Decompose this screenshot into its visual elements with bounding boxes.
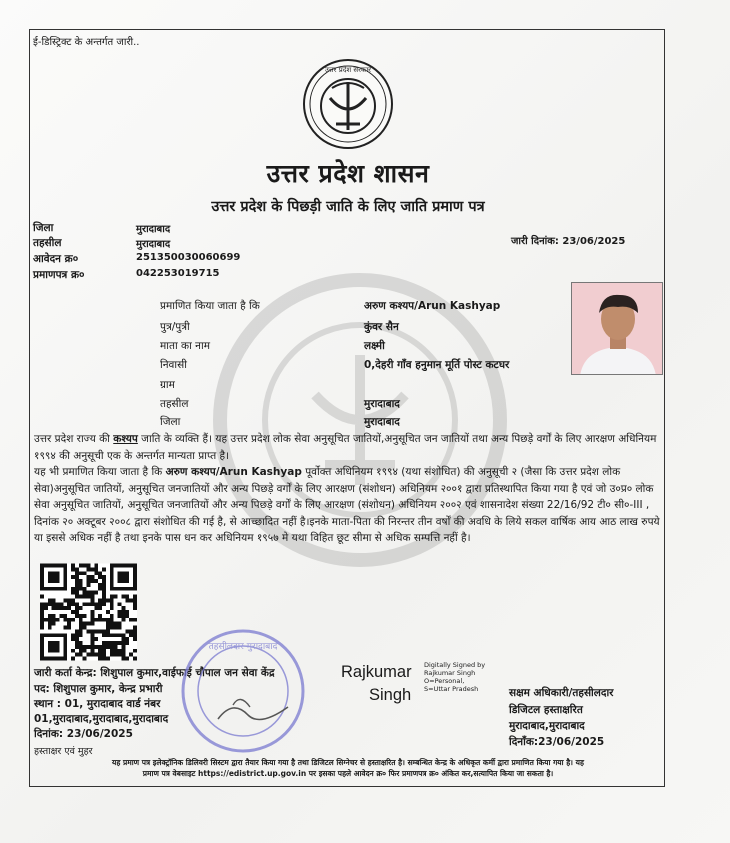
info-tehsil-value: मुरादाबाद bbox=[136, 239, 171, 250]
official-stamp-icon bbox=[178, 627, 308, 755]
detail-child-of-label: पुत्र/पुत्री bbox=[160, 321, 190, 333]
detail-tehsil-label: तहसील bbox=[160, 398, 189, 410]
authority-date: दिनाँक:23/06/2025 bbox=[509, 736, 605, 748]
footer-note bbox=[30, 757, 666, 779]
stamp-text: तहसीलदार मुरादाबाद bbox=[208, 642, 278, 652]
digital-sign-line2: Rajkumar Singh bbox=[424, 669, 476, 677]
certificate-frame bbox=[29, 29, 665, 787]
signer-name-line1: Rajkumar bbox=[341, 663, 412, 681]
info-certificate-value: 042253019715 bbox=[136, 268, 220, 279]
issuer-place-line1: स्थान : 01, मुरादाबाद वार्ड नंबर bbox=[34, 698, 161, 710]
detail-resident-label: निवासी bbox=[160, 359, 187, 371]
detail-district-label: जिला bbox=[160, 416, 181, 428]
info-application-label: आवेदन क्र० bbox=[33, 253, 79, 265]
info-application-value: 251350030060699 bbox=[136, 252, 241, 263]
info-certificate-label: प्रमाणपत्र क्र० bbox=[33, 269, 85, 281]
detail-tehsil-value: मुरादाबाद bbox=[364, 398, 400, 410]
emblem-top-text: उत्तर प्रदेश सरकार bbox=[324, 66, 372, 74]
person-photo-icon bbox=[572, 283, 663, 375]
issuing-center: जारी कर्ता केन्द्र: शिशुपाल कुमार,वाईफाई चौपाल जन सेवा केंद्र bbox=[34, 667, 275, 679]
info-district-label: जिला bbox=[33, 222, 54, 234]
detail-name-value: अरुण कश्यप/Arun Kashyap bbox=[364, 300, 501, 312]
issue-date: जारी दिनांक: 23/06/2025 bbox=[511, 236, 626, 247]
caste-statement-paragraph: उत्तर प्रदेश राज्य की कश्यप जाति के व्यक्ति हैं। यह उत्तर प्रदेश लोक सेवा अनुसूचित जातियों,अनुसूचित जन जातियों तथा अन्य पिछड़े वर्गों के लिए आरक्षण अधिनियम १९९४ की अनुसूची एक के अन्तर्गत मान्यता प्राप्त है। bbox=[34, 433, 657, 462]
certificate-subtitle: उत्तर प्रदेश के पिछड़ी जाति के लिए जाति प्रमाण पत्र bbox=[211, 199, 485, 215]
signer-name-line2: Singh bbox=[369, 686, 412, 704]
detail-village-label: ग्राम bbox=[160, 379, 175, 391]
info-tehsil-label: तहसील bbox=[33, 237, 62, 249]
issuer-date: दिनांक: 23/06/2025 bbox=[34, 728, 133, 740]
info-district-value: मुरादाबाद bbox=[136, 224, 171, 235]
detail-certify-label: प्रमाणित किया जाता है कि bbox=[160, 300, 260, 312]
certified-name: अरुण कश्यप/Arun Kashyap bbox=[165, 466, 302, 478]
detail-district-value: मुरादाबाद bbox=[364, 416, 400, 428]
certification-paragraph: यह भी प्रमाणित किया जाता है कि अरुण कश्यप/Arun Kashyap पूर्वोक्त अधिनियम १९९४ (यथा संशोधित) की अनुसूची २ (जैसा कि उत्तर प्रदेश लोक सेवा)अनुसूचित जातियों, अनुसूचित जनजातियों और अन्य पिछड़े वर्गों के लिए आरक्षण (संशोधन) अधिनियम २००१ द्वारा प्रतिस्थापित किया गया है एवं जो उ०प्र० लोक सेवा अनुसूचित जातियों, अनुसूचित जनजातियों और अन्य पिछड़े वर्गों के लिए आरक्षण (संशोधन) अधिनियम २००२ एवं शासनादेश संख्या 22/16/92 टी० सी०-III , दिनांक २० अक्टूबर २००८ द्वारा संशोधित की गई है, से आच्छादित नहीं है।इनके माता-पिता की निरन्तर तीन वर्षों की अवधि के लिये सकल वार्षिक आय आठ लाख रुपये या इससे अधिक नहीं है तथा इनके पास धन कर अधिनियम १९५७ मे यथा विहित छूट सीमा से अधिक सम्पत्ति नहीं है। bbox=[34, 466, 660, 544]
edistrict-note: ई-डिस्ट्रिक्ट के अन्तर्गत जारी.. bbox=[33, 37, 140, 48]
government-title: उत्तर प्रदेश शासन bbox=[266, 159, 430, 188]
digital-sign-line4: S=Uttar Pradesh bbox=[424, 685, 479, 693]
applicant-photo bbox=[571, 282, 663, 375]
issuer-place-line2: 01,मुरादाबाद,मुरादाबाद,मुरादाबाद bbox=[34, 713, 169, 725]
authority-place: मुरादाबाद,मुरादाबाद bbox=[509, 720, 585, 732]
issuer-post: पद: शिशुपाल कुमार, केन्द्र प्रभारी bbox=[34, 683, 163, 695]
detail-father-value: कुंवर सैन bbox=[364, 321, 399, 333]
caste-name: कश्यप bbox=[113, 433, 138, 445]
authority-digitally-signed: डिजिटल हस्ताक्षरित bbox=[509, 704, 583, 716]
detail-mother-label: माता का नाम bbox=[160, 340, 210, 352]
detail-resident-value: 0,देहरी गाँव हनुमान मूर्ति पोस्ट कटघर bbox=[364, 359, 510, 371]
footer-line1: यह प्रमाण पत्र इलेक्ट्रॉनिक डिलिवरी सिस्टम द्वारा तैयार किया गया है तथा डिजिटल सिग्नेचर से हस्ताक्षरित है। सम्बन्धित केन्द्र के अधिकृत कर्मी द्वारा प्रमाणित किया गया है। यह bbox=[112, 758, 584, 767]
signature-and-seal-label: हस्ताक्षर एवं मुहर bbox=[34, 746, 93, 757]
digital-sign-line1: Digitally Signed by bbox=[424, 661, 486, 669]
digital-sign-line3: O=Personal, bbox=[424, 677, 465, 685]
footer-line2: प्रमाण पत्र वेबसाइट https://edistrict.up.gov.in पर इसका पहले आवेदन क्र० फिर प्रमाणपत्र क्र० अंकित कर,सत्यापित किया जा सकता है। bbox=[142, 769, 554, 778]
authority-designation: सक्षम अधिकारी/तहसीलदार bbox=[509, 687, 614, 699]
up-government-emblem-icon bbox=[302, 58, 394, 150]
detail-mother-value: लक्ष्मी bbox=[364, 340, 385, 352]
qr-code-icon bbox=[40, 562, 137, 662]
